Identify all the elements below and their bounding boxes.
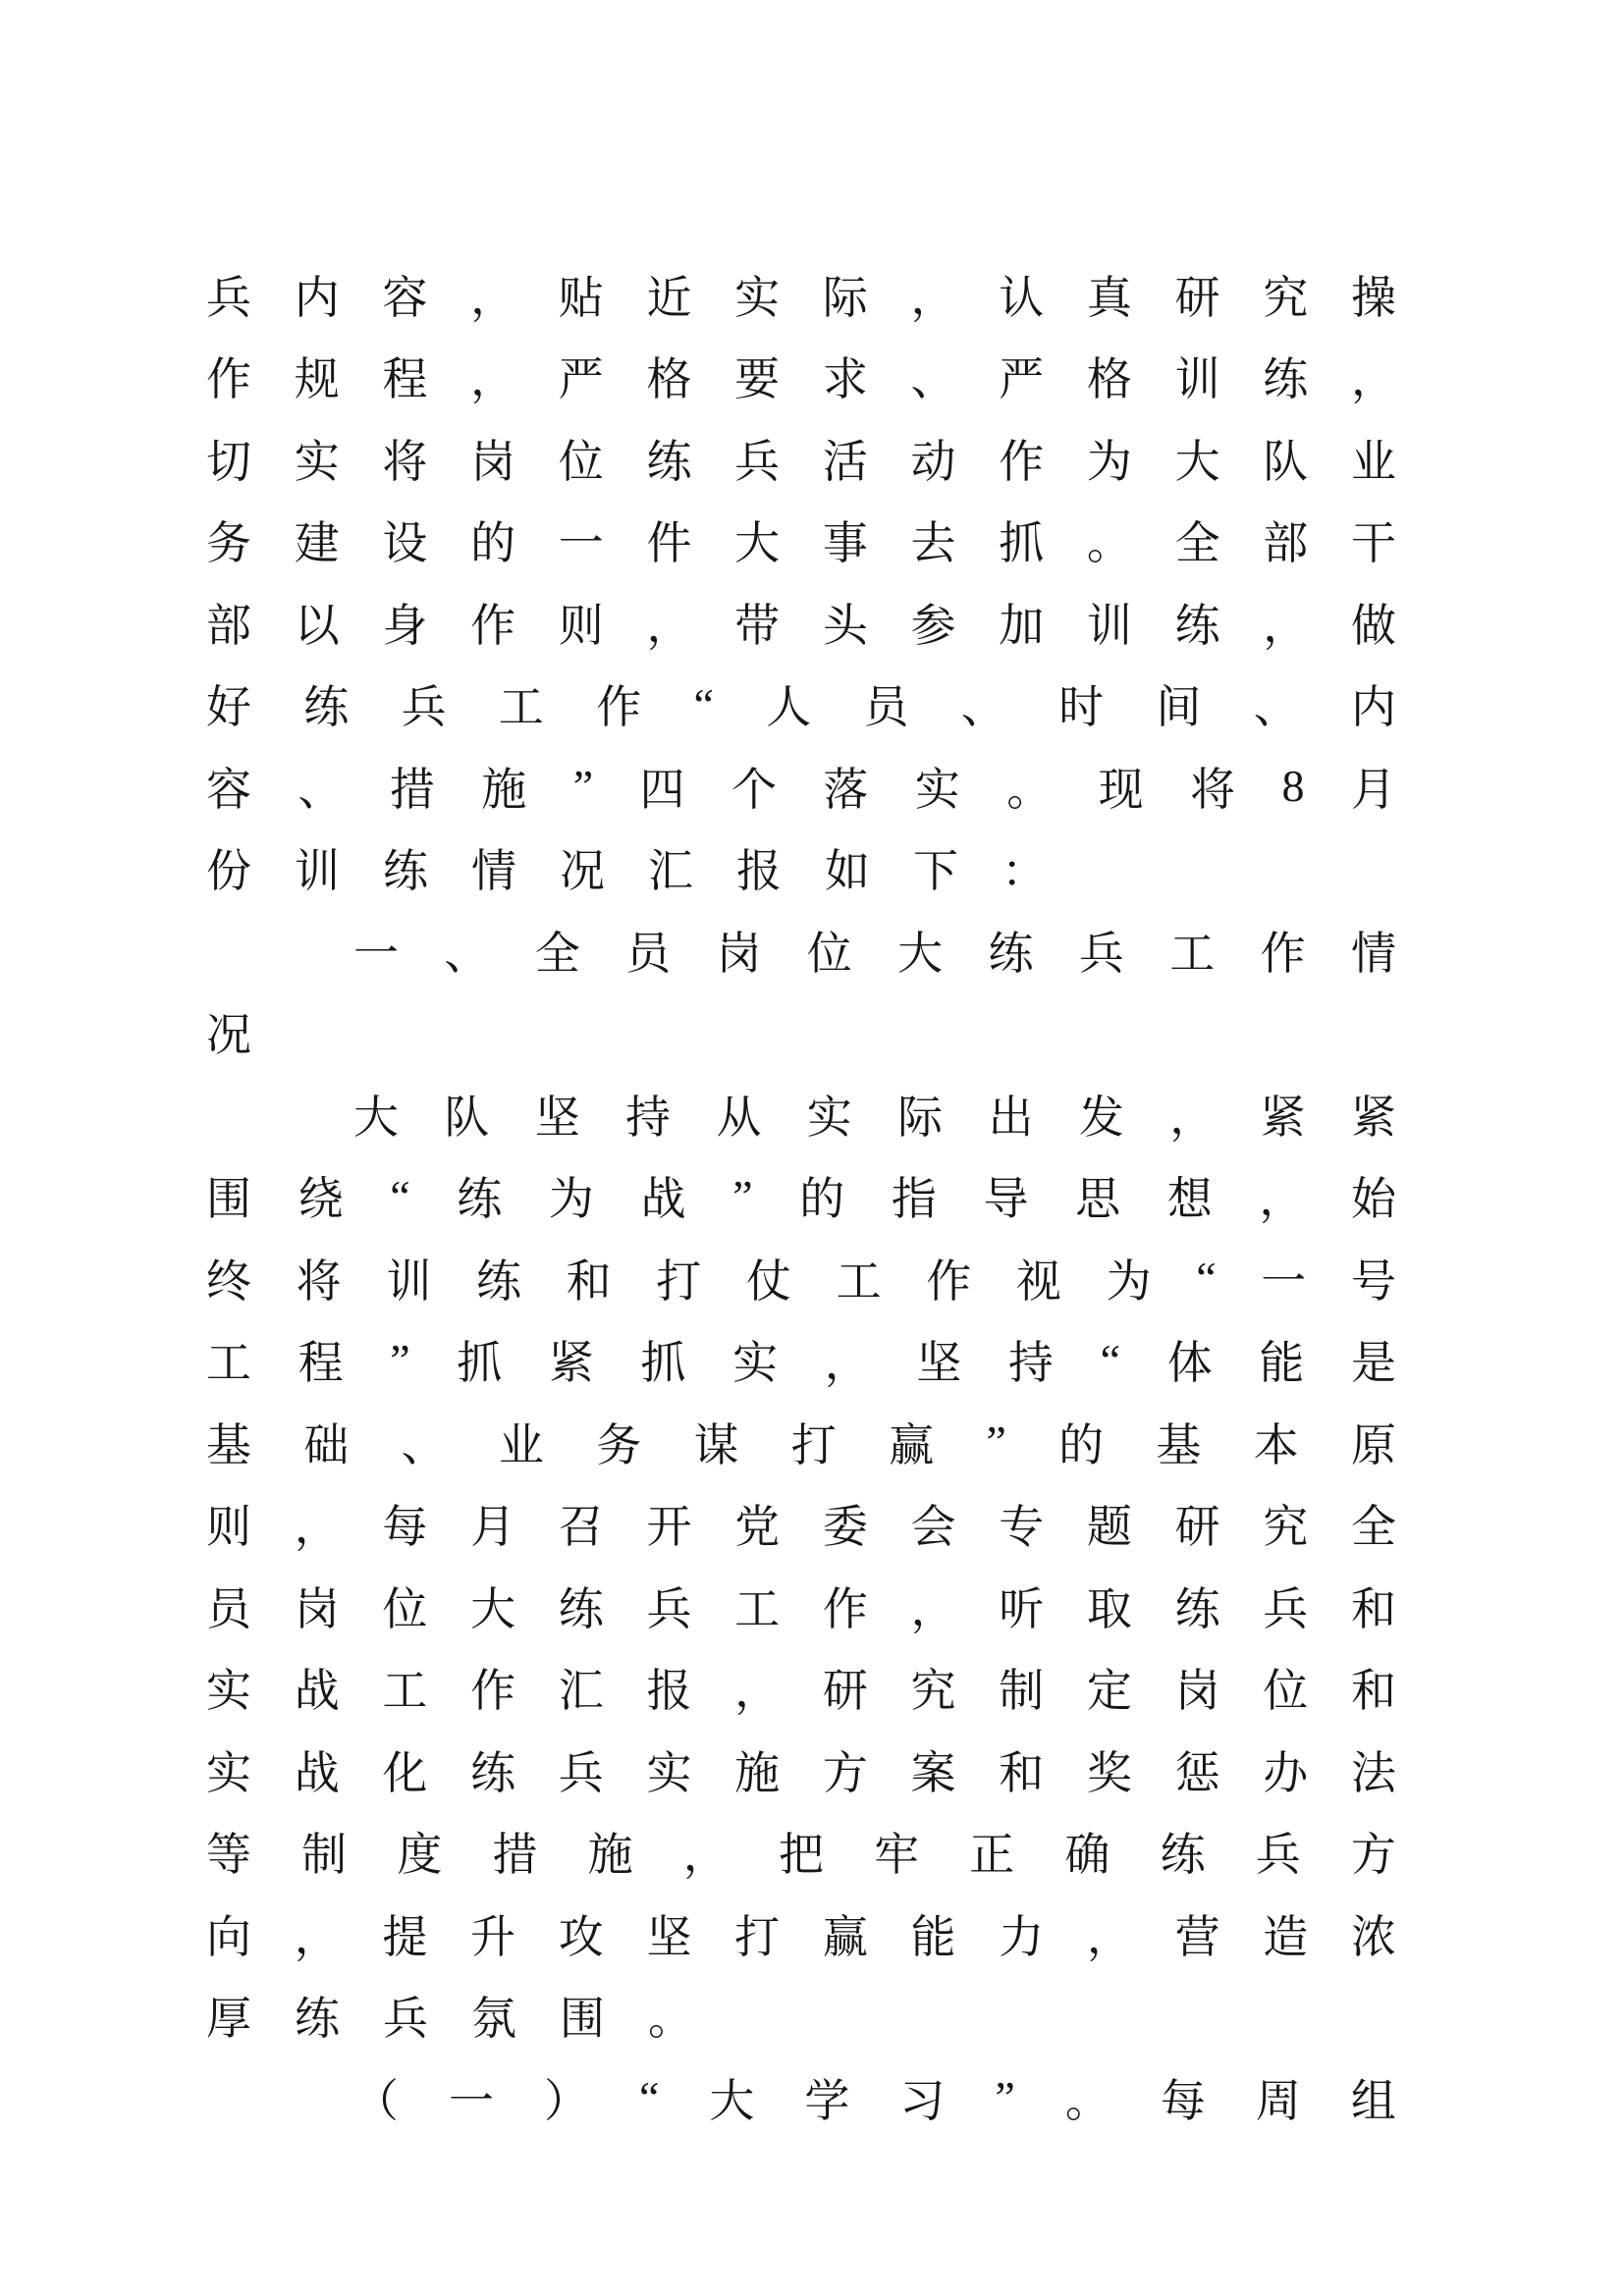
text-line: 等 制 度 措 施 ， 把 牢 正 确 练 兵 方 — [206, 1830, 1396, 1881]
text-line: 份 训 练 情 况 汇 报 如 下 ： — [206, 846, 1047, 897]
text-line: 基 础 、 业 务 谋 打 赢 ” 的 基 本 原 — [206, 1416, 1396, 1470]
text-line: 容 、 措 施 ” 四 个 落 实 。 现 将 8 月 — [206, 761, 1396, 815]
heading-line: 一 、 全 员 岗 位 大 练 兵 工 作 情 — [353, 928, 1396, 979]
text-line: 则 ， 每 月 召 开 党 委 会 专 题 研 究 全 — [206, 1502, 1396, 1553]
text-line: 围 绕 “ 练 为 战 ” 的 指 导 思 想 ， 始 — [206, 1170, 1396, 1225]
text-line: 向 ， 提 升 攻 坚 打 赢 能 力 ， 营 造 浓 — [206, 1911, 1396, 1962]
text-line: 部 以 身 作 则 ， 带 头 参 加 训 练 ， 做 — [206, 600, 1396, 651]
document-text — [206, 253, 1396, 2139]
text-line: 务 建 设 的 一 件 大 事 去 抓 。 全 部 干 — [206, 518, 1396, 569]
text-line: 实 战 工 作 汇 报 ， 研 究 制 定 岗 位 和 — [206, 1666, 1396, 1717]
text-line: 厚 练 兵 氛 围 。 — [206, 1994, 693, 2045]
text-line: 终 将 训 练 和 打 仗 工 作 视 为 “ 一 号 — [206, 1253, 1396, 1307]
text-line: 兵 内 容 ， 贴 近 实 际 ， 认 真 研 究 操 — [206, 272, 1396, 323]
text-line: 工 程 ” 抓 紧 抓 实 ， 坚 持 “ 体 能 是 — [206, 1334, 1396, 1389]
text-line: （ 一 ） “ 大 学 习 ” 。 每 周 组 — [353, 2072, 1396, 2126]
text-line: 作 规 程 ， 严 格 要 求 、 严 格 训 练 ， — [206, 354, 1396, 405]
text-line: 切 实 将 岗 位 练 兵 活 动 作 为 大 队 业 — [206, 436, 1396, 487]
text-line: 大 队 坚 持 从 实 际 出 发 ， 紧 紧 — [353, 1092, 1396, 1143]
text-line: 好 练 兵 工 作 “ 人 员 、 时 间 、 内 — [206, 678, 1396, 733]
text-line: 员 岗 位 大 练 兵 工 作 ， 听 取 练 兵 和 — [206, 1583, 1396, 1634]
text-line: 实 战 化 练 兵 实 施 方 案 和 奖 惩 办 法 — [206, 1747, 1396, 1798]
heading-line: 况 — [206, 1010, 251, 1061]
